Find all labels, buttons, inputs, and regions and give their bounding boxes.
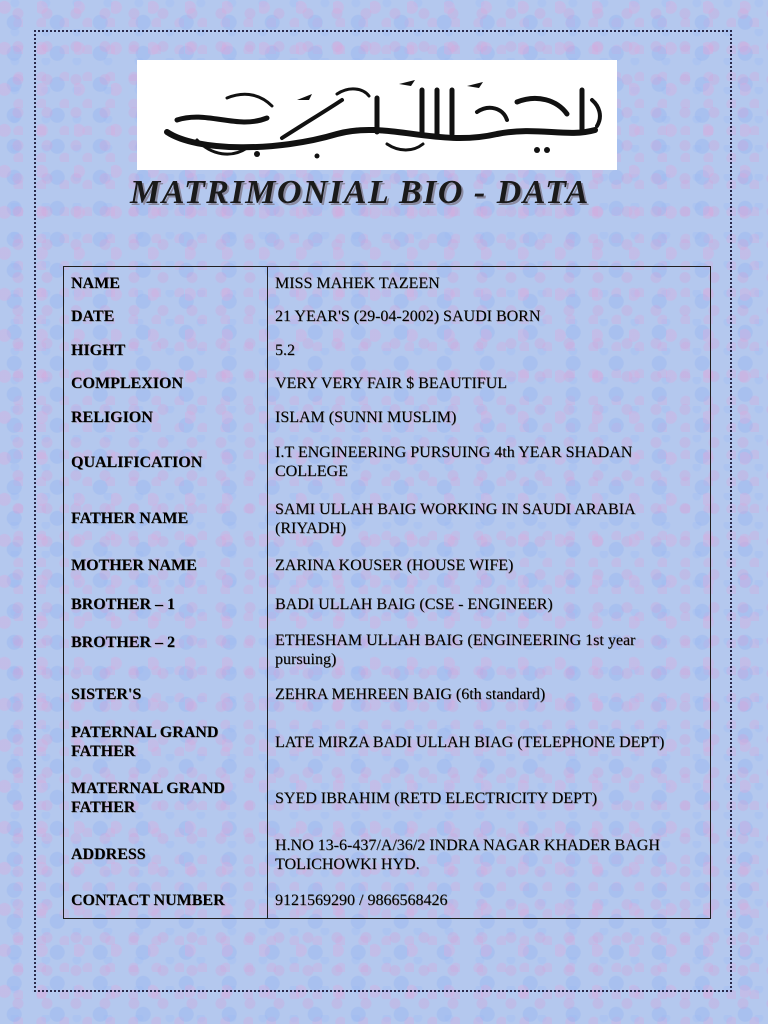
- row-label: ADDRESS: [64, 826, 268, 883]
- table-row: [64, 715, 711, 771]
- biodata-table: [63, 266, 711, 919]
- row-label: DATE: [64, 300, 268, 333]
- row-label: QUALIFICATION: [64, 434, 268, 491]
- row-label: COMPLEXION: [64, 367, 268, 400]
- table-row: [64, 674, 711, 715]
- row-value: MISS MAHEK TAZEEN: [275, 274, 440, 292]
- table-row: [64, 300, 711, 333]
- row-value: ZEHRA MEHREEN BAIG (6th standard): [275, 685, 546, 703]
- table-row: [64, 434, 711, 491]
- row-value: SAMI ULLAH BAIG WORKING IN SAUDI ARABIA (RIYADH): [275, 500, 635, 537]
- row-value: ZARINA KOUSER (HOUSE WIFE): [275, 556, 514, 574]
- bismillah-calligraphy-banner: [137, 60, 617, 170]
- row-label: RELIGION: [64, 400, 268, 433]
- page-title: MATRIMONIAL BIO - DATA: [130, 174, 590, 211]
- row-value: SYED IBRAHIM (RETD ELECTRICITY DEPT): [275, 789, 598, 807]
- row-value: LATE MIRZA BADI ULLAH BIAG (TELEPHONE DEPT): [275, 733, 665, 751]
- table-row: [64, 547, 711, 582]
- table-row: [64, 583, 711, 626]
- row-label: MOTHER NAME: [64, 547, 268, 582]
- row-label: BROTHER – 1: [64, 583, 268, 626]
- table-row: [64, 770, 711, 826]
- table-row: [64, 367, 711, 400]
- row-label: HIGHT: [64, 333, 268, 366]
- bismillah-calligraphy-icon: [137, 60, 617, 170]
- row-value: ETHESHAM ULLAH BAIG (ENGINEERING 1st year pursuing): [275, 631, 636, 668]
- row-label: CONTACT NUMBER: [64, 883, 268, 919]
- row-label: NAME: [64, 267, 268, 300]
- row-value: BADI ULLAH BAIG (CSE - ENGINEER): [275, 595, 553, 613]
- row-value: I.T ENGINEERING PURSUING 4th YEAR SHADAN COLLEGE: [275, 444, 633, 481]
- row-value: 9121569290 / 9866568426: [275, 891, 448, 909]
- row-label: BROTHER – 2: [64, 625, 268, 674]
- table-row: [64, 491, 711, 548]
- table-row: [64, 625, 711, 674]
- row-value: H.NO 13-6-437/A/36/2 INDRA NAGAR KHADER BAGH TOLICHOWKI HYD.: [275, 836, 660, 873]
- table-row: [64, 883, 711, 919]
- row-value: 21 YEAR'S (29-04-2002) SAUDI BORN: [275, 308, 541, 326]
- table-row: [64, 333, 711, 366]
- row-value: VERY VERY FAIR $ BEAUTIFUL: [275, 375, 508, 393]
- row-label: MATERNAL GRAND FATHER: [64, 770, 268, 826]
- row-label: SISTER'S: [64, 674, 268, 715]
- table-row: [64, 267, 711, 300]
- row-label: PATERNAL GRAND FATHER: [64, 715, 268, 771]
- table-row: [64, 400, 711, 433]
- row-label: FATHER NAME: [64, 491, 268, 548]
- table-row: [64, 826, 711, 883]
- row-value: ISLAM (SUNNI MUSLIM): [275, 408, 457, 426]
- row-value: 5.2: [275, 341, 295, 359]
